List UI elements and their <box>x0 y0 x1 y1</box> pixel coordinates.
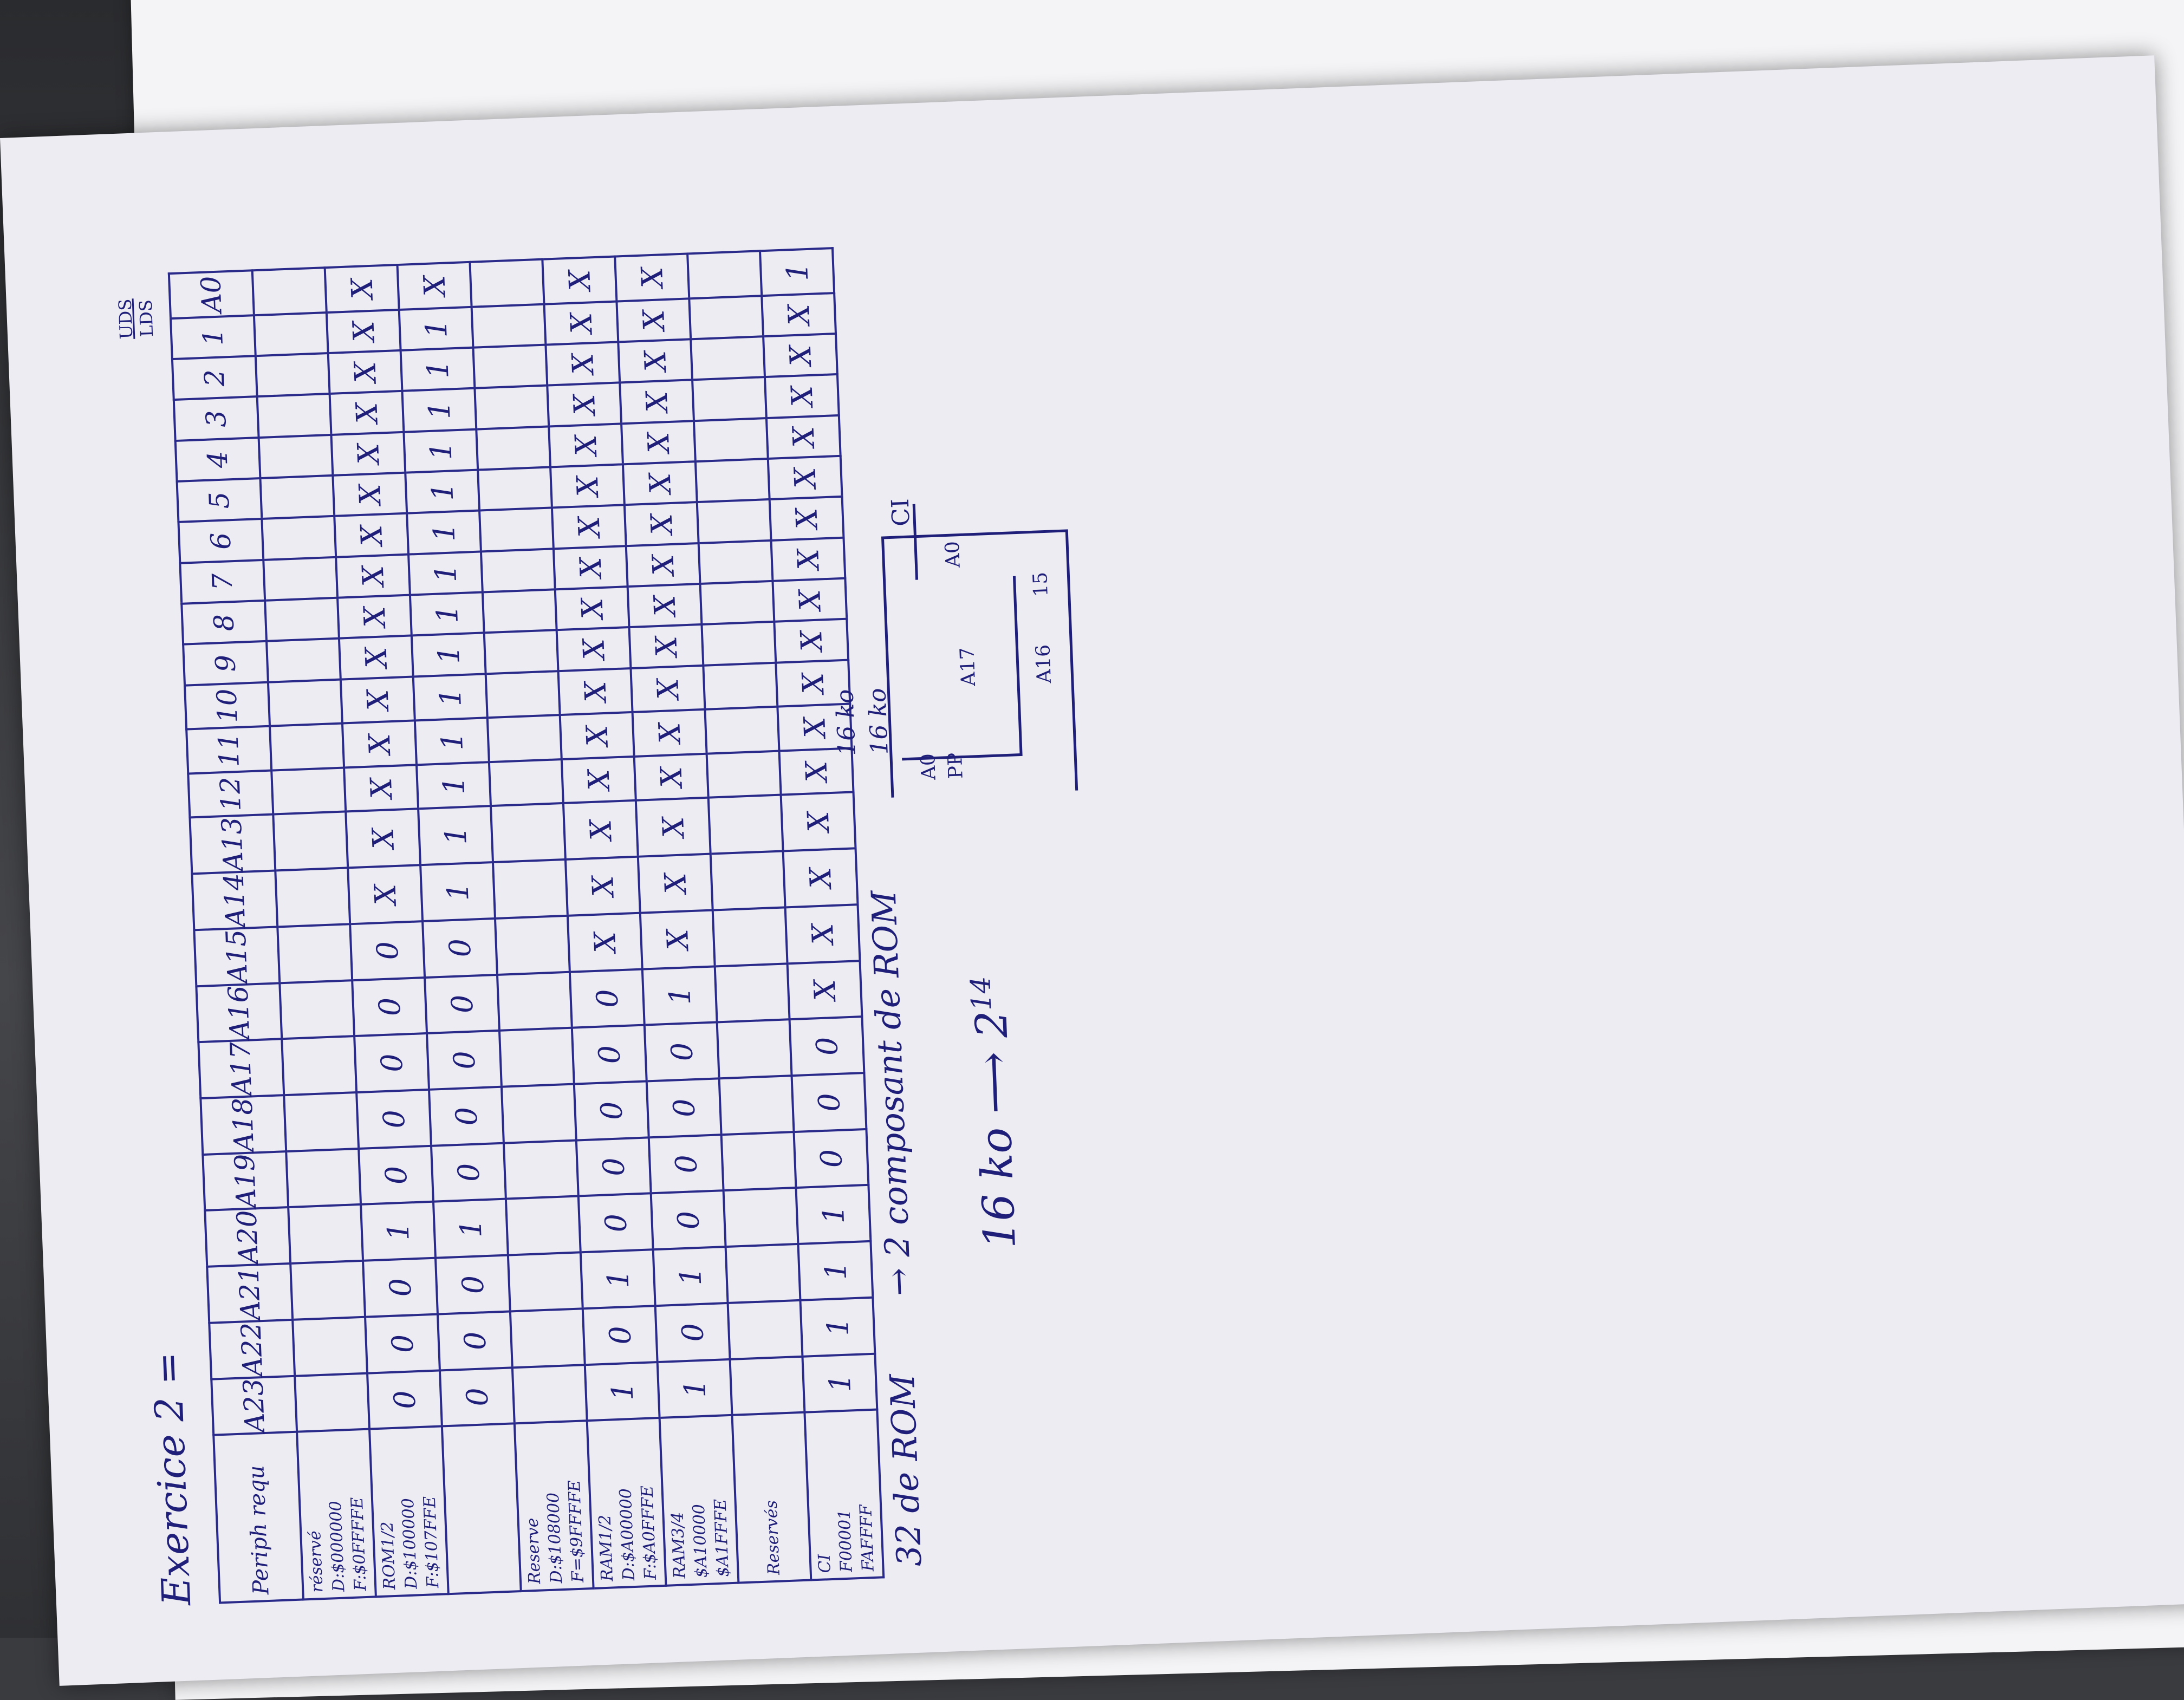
zone-line <box>478 1426 484 1586</box>
bit-cell <box>280 980 354 1039</box>
bit-cell: 0 <box>356 1090 431 1149</box>
bit-cell: 1 <box>399 307 473 350</box>
bit-cell: 1 <box>413 674 487 721</box>
bit-header: A15 <box>194 927 280 986</box>
bit-cell: 1 <box>658 1359 732 1418</box>
bit-cell: 0 <box>354 1033 429 1092</box>
zone-label <box>515 1421 594 1592</box>
bit-cell: 0 <box>429 1087 504 1146</box>
bit-cell: 1 <box>653 1247 728 1306</box>
bit-cell <box>474 386 549 429</box>
bit-cell: 0 <box>435 1255 510 1314</box>
bit-cell <box>257 394 332 437</box>
zone-label <box>369 1427 448 1597</box>
table-body <box>252 248 883 1599</box>
bit-cell: X <box>625 503 699 546</box>
bit-cell: X <box>558 668 633 715</box>
bit-cell: X <box>549 424 623 467</box>
bit-cell: X <box>777 704 851 751</box>
zone-label <box>732 1412 811 1583</box>
bit-cell: X <box>781 792 856 851</box>
zone-line: F:$0FFFFE <box>347 1496 370 1592</box>
bit-cell: 0 <box>655 1303 730 1362</box>
bit-cell: X <box>618 339 692 382</box>
zone-line: CI <box>815 1554 835 1574</box>
rotated-content <box>92 232 1280 1629</box>
note-exponent: 14 <box>965 975 998 1012</box>
bit-cell: X <box>783 848 858 907</box>
bit-cell: X <box>327 310 401 353</box>
bit-cell <box>265 598 339 641</box>
bit-cell: 1 <box>361 1202 435 1261</box>
bit-cell: X <box>636 798 711 857</box>
bit-cell <box>497 972 572 1031</box>
bit-cell <box>689 296 763 339</box>
bit-cell: X <box>348 865 422 924</box>
bit-cell <box>697 499 771 543</box>
bit-cell: 0 <box>352 978 427 1037</box>
bit-cell: 1 <box>402 388 476 432</box>
bit-cell <box>479 508 554 551</box>
zone-line: $A1FFFE <box>711 1498 733 1578</box>
bit-header: A20 <box>205 1207 290 1267</box>
bit-cell: X <box>333 473 407 516</box>
bit-cell <box>715 963 790 1022</box>
bit-cell: 1 <box>417 762 491 809</box>
zone-line: D:$108000 <box>543 1492 567 1584</box>
bit-header: A22 <box>209 1320 295 1379</box>
bit-cell: 1 <box>420 862 495 921</box>
bit-cell: X <box>344 765 418 812</box>
bit-cell <box>259 435 333 478</box>
zone-line: Reserve <box>523 1517 545 1585</box>
zone-line: D:$100000 <box>398 1497 421 1590</box>
zone-line: D:$A00000 <box>616 1488 639 1581</box>
bit-cell: X <box>768 456 842 499</box>
bit-header: 6 <box>178 519 263 563</box>
corner-labels <box>115 298 158 340</box>
bit-cell: 0 <box>438 1311 512 1370</box>
bit-cell: X <box>554 546 628 589</box>
bit-cell <box>512 1365 587 1424</box>
exercise-title: Exercice 2 = <box>144 1351 200 1607</box>
bit-cell <box>699 540 773 584</box>
bit-cell: 0 <box>792 1073 867 1132</box>
bit-cell: 1 <box>401 348 475 391</box>
note-rom-count: 32 de ROM <box>882 1373 929 1567</box>
bit-header: 11 <box>186 726 271 773</box>
note-ko-eq: 16 ko ⟶ 2 <box>966 1009 1026 1250</box>
bit-cell: X <box>331 432 405 476</box>
note-ko-equation <box>965 975 1025 1249</box>
note-rom-components: → 2 composant de ROM <box>863 889 919 1297</box>
bit-cell: X <box>616 298 691 342</box>
bit-cell: X <box>772 578 847 622</box>
bit-cell: 1 <box>410 592 484 636</box>
bit-cell <box>701 622 776 665</box>
bit-cell: X <box>630 666 705 713</box>
zone-label <box>442 1424 521 1594</box>
bit-cell: X <box>341 676 415 724</box>
bit-cell <box>713 907 788 966</box>
bit-cell: X <box>640 910 715 969</box>
bit-cell: X <box>560 712 634 759</box>
bit-cell <box>730 1356 805 1415</box>
bit-cell <box>486 671 560 718</box>
bit-cell: X <box>398 262 472 310</box>
bit-cell: X <box>779 748 853 795</box>
bit-cell <box>290 1261 365 1320</box>
bit-cell: X <box>552 505 626 549</box>
bit-cell: X <box>633 709 707 757</box>
bit-cell <box>476 426 550 470</box>
bit-cell <box>508 1253 583 1312</box>
zone-line: RAM1/2 <box>595 1514 618 1582</box>
zone-line: F:$107FFE <box>420 1495 443 1588</box>
bit-cell <box>478 467 552 511</box>
bit-cell: X <box>555 587 629 630</box>
diagram-label-a16: A16 <box>1032 644 1056 684</box>
bit-cell: X <box>615 253 689 301</box>
zone-line: FAFFFF <box>856 1504 878 1572</box>
note-ko-1: 16 ko <box>831 688 861 757</box>
bit-cell <box>473 345 547 388</box>
bit-cell: X <box>766 415 841 459</box>
bit-cell <box>256 353 330 396</box>
bit-cell: X <box>568 913 642 972</box>
bit-header: 9 <box>183 641 268 685</box>
bit-cell <box>726 1244 801 1303</box>
bit-cell: X <box>776 660 850 707</box>
bit-cell <box>260 476 334 519</box>
zone-label <box>804 1410 883 1580</box>
bit-cell: X <box>330 391 404 434</box>
bit-cell: 0 <box>359 1146 433 1205</box>
zone-label <box>297 1429 376 1600</box>
zone-line: $A10000 <box>689 1503 711 1578</box>
bit-cell: X <box>774 619 848 662</box>
bit-cell: 0 <box>363 1258 438 1317</box>
corner-label-uds: UDS <box>114 298 137 340</box>
bit-cell: X <box>544 301 619 344</box>
bit-header: A16 <box>196 983 282 1043</box>
bit-cell: 0 <box>574 1081 649 1140</box>
bit-cell <box>722 1132 796 1191</box>
bit-cell <box>708 795 783 854</box>
bit-cell: 0 <box>583 1306 658 1365</box>
bit-cell <box>483 589 557 633</box>
diagram-label-pp: PP <box>944 752 967 779</box>
bit-cell <box>472 304 546 347</box>
zone-label <box>660 1415 739 1586</box>
bit-cell <box>470 259 544 307</box>
bit-cell: X <box>638 854 713 913</box>
bit-cell: 0 <box>790 1017 864 1076</box>
bit-cell <box>700 581 775 624</box>
bit-cell: X <box>328 350 402 394</box>
bit-cell <box>691 336 765 380</box>
zone-line: réservé <box>306 1530 327 1593</box>
bit-cell: 1 <box>404 429 478 472</box>
bit-cell <box>696 459 770 502</box>
bit-cell <box>506 1196 581 1255</box>
bit-cell: 0 <box>422 919 497 978</box>
bit-cell: X <box>626 543 700 587</box>
diagram-label-a0: A0 <box>941 540 965 568</box>
bit-cell <box>254 312 328 356</box>
diagram-label-15: 15 <box>1029 571 1052 597</box>
bit-cell: 0 <box>645 1022 719 1082</box>
bit-cell: 0 <box>367 1370 442 1429</box>
bit-cell: X <box>346 809 420 868</box>
zone-line <box>478 1426 484 1586</box>
bit-cell: 0 <box>350 921 425 980</box>
bit-cell: 1 <box>585 1362 660 1421</box>
bit-cell <box>263 557 337 601</box>
bit-cell <box>481 549 555 592</box>
bit-cell <box>252 268 327 315</box>
zone-header: Periph requ <box>213 1432 303 1603</box>
bit-cell: 0 <box>365 1314 440 1373</box>
bit-cell <box>504 1140 578 1199</box>
bit-header: 3 <box>174 397 259 441</box>
bit-cell <box>502 1084 576 1143</box>
bit-cell <box>728 1300 803 1359</box>
bit-cell <box>282 1036 356 1095</box>
bit-header: A19 <box>203 1151 288 1211</box>
bit-cell <box>487 715 562 762</box>
bit-cell: 1 <box>760 248 834 296</box>
bit-cell: X <box>763 334 837 377</box>
bit-header: 7 <box>180 560 265 604</box>
diagram-label-a17: A17 <box>956 647 980 687</box>
bit-cell: 1 <box>798 1241 873 1300</box>
zone-line: F00001 <box>835 1509 856 1573</box>
bit-cell: X <box>550 464 625 507</box>
bit-cell: X <box>785 904 860 963</box>
bit-cell <box>703 663 777 710</box>
bit-cell <box>288 1204 363 1263</box>
bit-cell: X <box>563 800 638 859</box>
bit-cell: 1 <box>581 1249 655 1308</box>
bit-cell <box>493 859 568 919</box>
bit-cell: 0 <box>649 1135 724 1194</box>
bit-header: A17 <box>198 1039 284 1099</box>
bit-cell: 0 <box>576 1137 651 1196</box>
bit-cell: X <box>629 624 704 668</box>
bit-cell: 1 <box>407 511 481 554</box>
bit-cell: X <box>621 421 696 464</box>
bit-cell: 1 <box>800 1298 875 1357</box>
bit-header: A21 <box>207 1263 292 1323</box>
bit-cell: 1 <box>796 1185 870 1244</box>
bit-cell <box>271 767 346 815</box>
bit-cell <box>275 868 350 927</box>
bit-cell <box>286 1149 361 1208</box>
bit-cell: 1 <box>642 966 717 1025</box>
bit-cell: X <box>545 342 620 386</box>
bit-cell <box>692 377 766 421</box>
bit-header: 12 <box>188 770 273 817</box>
zone-line: RAM3/4 <box>668 1511 690 1579</box>
bit-cell: 1 <box>408 551 483 595</box>
bit-cell <box>711 851 785 910</box>
bit-cell: X <box>557 628 631 671</box>
bit-cell: X <box>342 721 417 768</box>
bit-cell: X <box>339 636 413 679</box>
bit-cell <box>719 1076 794 1135</box>
bit-cell <box>694 418 768 461</box>
bit-cell <box>484 630 558 674</box>
bit-header: A0 <box>169 270 254 318</box>
bit-cell: X <box>542 257 616 304</box>
bit-cell <box>489 759 563 806</box>
bit-cell <box>707 751 781 798</box>
bit-cell: X <box>547 383 621 426</box>
bit-cell: X <box>620 380 694 424</box>
bit-cell: 0 <box>425 974 499 1033</box>
bit-cell: 1 <box>415 718 489 765</box>
bit-cell: X <box>337 595 412 639</box>
bit-cell: 1 <box>433 1199 508 1258</box>
bit-cell: X <box>628 584 702 627</box>
zone-line: Reservés <box>762 1500 784 1575</box>
bit-cell: 1 <box>405 470 479 513</box>
zone-line: D:$000000 <box>326 1500 349 1592</box>
bit-cell <box>262 516 336 559</box>
bit-cell: 0 <box>647 1078 722 1137</box>
bit-cell <box>277 924 352 983</box>
diagram-label-a0-b: A0 <box>916 753 940 780</box>
bit-cell <box>717 1019 792 1078</box>
bit-cell <box>499 1028 574 1087</box>
bit-header: 10 <box>185 682 270 729</box>
bit-cell: X <box>762 293 836 336</box>
address-decode-table <box>168 247 885 1604</box>
bit-cell: X <box>770 497 844 540</box>
note-ko-2: 16 ko <box>863 687 894 755</box>
bit-cell: X <box>334 513 408 557</box>
diagram-label-ci: CI <box>886 498 915 527</box>
bit-cell: X <box>623 461 697 505</box>
bit-cell <box>295 1373 369 1432</box>
bit-cell <box>292 1317 367 1376</box>
bit-cell: X <box>336 554 410 597</box>
bit-header: 2 <box>172 356 257 400</box>
bit-cell: 0 <box>570 969 645 1028</box>
bit-header: A18 <box>200 1095 286 1155</box>
bit-cell: X <box>788 961 862 1020</box>
bit-header: A14 <box>192 871 277 930</box>
bit-cell: X <box>765 374 839 418</box>
bit-cell: 1 <box>418 806 493 865</box>
bit-cell <box>268 679 342 726</box>
zone-line: ROM1/2 <box>378 1521 400 1591</box>
paper-sheet <box>0 55 2184 1686</box>
chip-select-diagram <box>847 442 1132 831</box>
bit-header: A13 <box>190 815 275 874</box>
bit-cell <box>705 707 779 754</box>
bit-cell: 0 <box>440 1367 515 1427</box>
bit-cell <box>510 1308 585 1367</box>
zone-label <box>587 1418 666 1588</box>
bit-cell: 0 <box>651 1191 726 1250</box>
bit-cell <box>491 803 566 862</box>
bit-header: A23 <box>211 1376 297 1435</box>
bit-cell: X <box>562 757 636 804</box>
bit-cell <box>273 812 348 871</box>
bit-cell: 0 <box>578 1194 653 1253</box>
bit-cell <box>266 639 341 682</box>
bit-cell: X <box>634 754 708 801</box>
bit-cell <box>687 251 762 298</box>
bit-cell: 0 <box>431 1143 506 1202</box>
bit-cell: 1 <box>412 633 486 676</box>
bit-cell: X <box>566 857 640 916</box>
bit-cell: X <box>325 265 399 312</box>
zone-line: F:$A0FFFE <box>638 1485 661 1580</box>
bit-cell <box>495 916 570 975</box>
bit-cell: 0 <box>427 1031 502 1090</box>
bit-cell <box>270 724 344 771</box>
bit-cell: 0 <box>572 1025 647 1084</box>
bit-cell: X <box>771 538 846 581</box>
zone-line: F=$9FFFFE <box>564 1480 588 1583</box>
bit-cell <box>724 1188 798 1247</box>
bit-header: 8 <box>181 601 266 644</box>
corner-label-lds: LDS <box>135 299 158 337</box>
bit-header: 5 <box>177 478 262 522</box>
bit-header: 4 <box>176 438 261 481</box>
bit-cell: 1 <box>802 1353 877 1412</box>
zone-line <box>478 1426 484 1586</box>
bit-header: 1 <box>171 315 256 359</box>
bit-cell <box>284 1092 359 1151</box>
bit-cell: 0 <box>794 1129 869 1188</box>
